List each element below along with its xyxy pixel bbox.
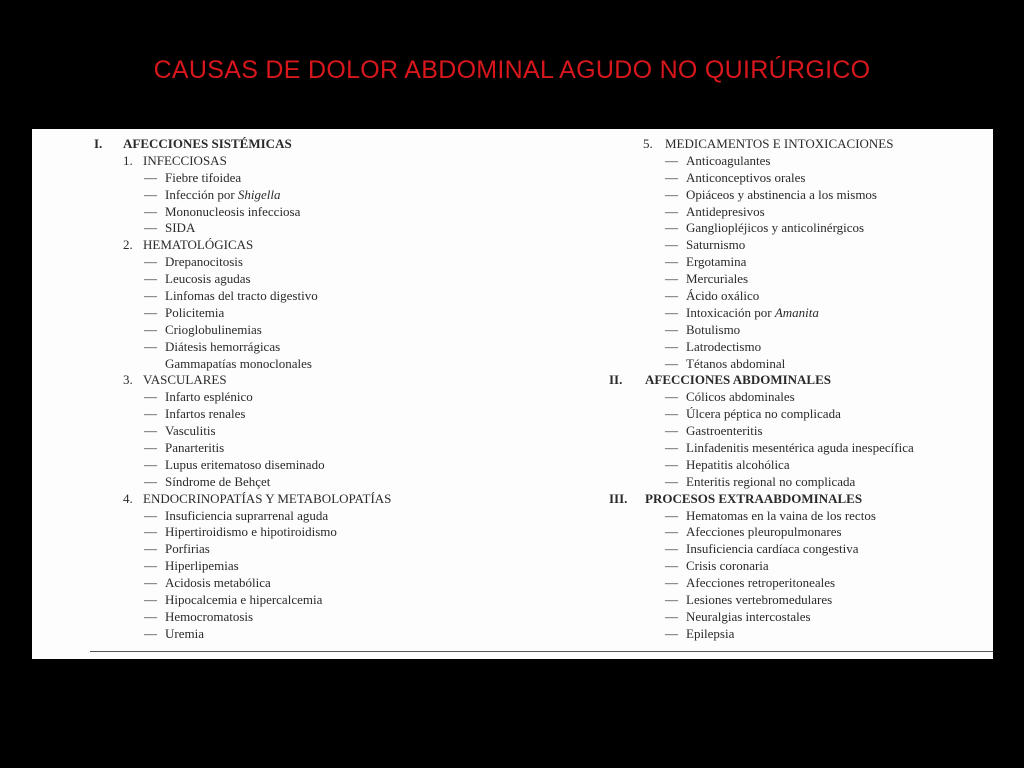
heading-number: 2. xyxy=(123,237,133,253)
dash-marker: — xyxy=(144,625,157,641)
line-text: Panarteritis xyxy=(165,440,225,456)
line-text: Lesiones vertebromedulares xyxy=(686,592,833,608)
list-item xyxy=(94,440,524,457)
list-item xyxy=(609,558,989,575)
section-heading xyxy=(609,372,989,389)
list-item xyxy=(609,153,989,170)
list-item xyxy=(609,339,989,356)
dash-marker: — xyxy=(144,271,157,287)
list-item xyxy=(94,271,524,288)
list-item xyxy=(609,474,989,491)
line-text: Leucosis agudas xyxy=(165,271,251,287)
dash-marker: — xyxy=(665,152,678,168)
list-item xyxy=(94,339,524,356)
dash-marker: — xyxy=(144,169,157,185)
line-text: Porfirias xyxy=(165,541,210,557)
line-text: Epilepsia xyxy=(686,625,735,641)
line-text: Crioglobulinemias xyxy=(165,321,262,337)
list-item xyxy=(94,626,524,643)
dash-marker: — xyxy=(665,423,678,439)
scanned-table xyxy=(32,129,993,659)
list-item xyxy=(94,592,524,609)
line-text: Anticoagulantes xyxy=(686,152,771,168)
dash-marker: — xyxy=(665,338,678,354)
line-text: Linfomas del tracto digestivo xyxy=(165,288,318,304)
dash-marker: — xyxy=(144,456,157,472)
section-heading xyxy=(94,136,524,153)
list-item xyxy=(94,204,524,221)
dash-marker: — xyxy=(144,338,157,354)
italic-term: Shigella xyxy=(237,186,281,202)
list-item xyxy=(609,170,989,187)
dash-marker: — xyxy=(665,558,678,574)
list-item xyxy=(94,305,524,322)
list-item xyxy=(94,541,524,558)
dash-marker: — xyxy=(665,406,678,422)
list-item xyxy=(609,204,989,221)
list-item xyxy=(94,474,524,491)
line-text: Insuficiencia suprarrenal aguda xyxy=(165,507,329,523)
line-text: Intoxicación por xyxy=(686,304,775,320)
dash-marker: — xyxy=(144,186,157,202)
slide-title: CAUSAS DE DOLOR ABDOMINAL AGUDO NO QUIRÚRGICO xyxy=(153,56,871,84)
list-item xyxy=(609,389,989,406)
section-heading xyxy=(609,491,989,508)
heading-number: 3. xyxy=(123,372,133,388)
dash-marker: — xyxy=(144,507,157,523)
list-item xyxy=(94,524,524,541)
bottom-rule xyxy=(90,651,993,652)
line-text: AFECCIONES ABDOMINALES xyxy=(645,372,832,388)
dash-marker: — xyxy=(144,389,157,405)
dash-marker: — xyxy=(144,524,157,540)
line-text: Tétanos abdominal xyxy=(686,355,786,371)
list-item xyxy=(609,575,989,592)
line-text: Uremia xyxy=(165,625,204,641)
list-item xyxy=(609,406,989,423)
list-item xyxy=(609,220,989,237)
dash-marker: — xyxy=(144,220,157,236)
line-text: Hepatitis alcohólica xyxy=(686,456,790,472)
list-item xyxy=(609,524,989,541)
line-text: Úlcera péptica no complicada xyxy=(686,406,841,422)
dash-marker: — xyxy=(144,608,157,624)
line-text: Infección por xyxy=(165,186,238,202)
line-text: Síndrome de Behçet xyxy=(165,473,271,489)
dash-marker: — xyxy=(665,304,678,320)
line-text: Opiáceos y abstinencia a los mismos xyxy=(686,186,877,202)
dash-marker: — xyxy=(144,423,157,439)
dash-marker: — xyxy=(144,541,157,557)
list-item xyxy=(94,288,524,305)
line-text: VASCULARES xyxy=(143,372,227,388)
line-text: Ergotamina xyxy=(686,254,747,270)
list-item xyxy=(94,187,524,204)
line-text: Botulismo xyxy=(686,321,741,337)
line-text: Afecciones retroperitoneales xyxy=(686,575,836,591)
dash-marker: — xyxy=(144,473,157,489)
line-text: Mercuriales xyxy=(686,271,749,287)
line-text: Hemocromatosis xyxy=(165,608,254,624)
line-text: Saturnismo xyxy=(686,237,746,253)
dash-marker: — xyxy=(665,254,678,270)
dash-marker: — xyxy=(665,288,678,304)
line-text: Hematomas en la vaina de los rectos xyxy=(686,507,876,523)
list-item xyxy=(609,626,989,643)
dash-marker: — xyxy=(665,271,678,287)
line-text: AFECCIONES SISTÉMICAS xyxy=(123,136,292,151)
line-text: Enteritis regional no complicada xyxy=(686,473,856,489)
heading-number: 4. xyxy=(123,490,133,506)
line-text: Fiebre tifoidea xyxy=(165,169,242,185)
list-item xyxy=(94,220,524,237)
dash-marker: — xyxy=(665,541,678,557)
list-item xyxy=(94,254,524,271)
line-text: Policitemia xyxy=(165,304,225,320)
line-text: Latrodectismo xyxy=(686,338,762,354)
dash-marker: — xyxy=(665,608,678,624)
dash-marker: — xyxy=(144,406,157,422)
right-column xyxy=(609,136,989,643)
dash-marker: — xyxy=(665,237,678,253)
list-item xyxy=(609,305,989,322)
line-text: Hiperlipemias xyxy=(165,558,239,574)
line-text: ENDOCRINOPATÍAS Y METABOLOPATÍAS xyxy=(143,490,392,506)
list-item xyxy=(609,508,989,525)
line-text: Gangliopléjicos y anticolinérgicos xyxy=(686,220,865,236)
dash-marker: — xyxy=(665,524,678,540)
list-item xyxy=(609,356,989,373)
line-text: Gammapatías monoclonales xyxy=(165,355,312,371)
line-text: Neuralgias intercostales xyxy=(686,608,811,624)
list-item xyxy=(94,389,524,406)
line-text: Gastroenteritis xyxy=(686,423,763,439)
dash-marker: — xyxy=(144,254,157,270)
subsection-heading xyxy=(94,372,524,389)
line-text: PROCESOS EXTRAABDOMINALES xyxy=(645,490,863,506)
dash-marker: — xyxy=(144,592,157,608)
line-text: HEMATOLÓGICAS xyxy=(143,237,254,253)
heading-number: 5. xyxy=(643,136,653,151)
list-item xyxy=(609,423,989,440)
dash-marker: — xyxy=(665,389,678,405)
list-item xyxy=(609,288,989,305)
left-column xyxy=(94,136,524,643)
dash-marker: — xyxy=(144,304,157,320)
subsection-heading xyxy=(94,153,524,170)
dash-marker: — xyxy=(665,440,678,456)
dash-marker: — xyxy=(665,186,678,202)
line-text: INFECCIOSAS xyxy=(143,152,227,168)
list-item xyxy=(609,254,989,271)
line-text: Mononucleosis infecciosa xyxy=(165,203,301,219)
list-item xyxy=(94,457,524,474)
list-item xyxy=(609,322,989,339)
dash-marker: — xyxy=(665,456,678,472)
list-item xyxy=(609,457,989,474)
subsection-heading xyxy=(609,136,989,153)
list-item xyxy=(94,609,524,626)
dash-marker: — xyxy=(665,507,678,523)
line-text: Afecciones pleuropulmonares xyxy=(686,524,842,540)
list-item xyxy=(609,541,989,558)
line-text: Acidosis metabólica xyxy=(165,575,271,591)
subsection-heading xyxy=(94,491,524,508)
list-item xyxy=(94,508,524,525)
line-text: Linfadenitis mesentérica aguda inespecífica xyxy=(686,440,914,456)
list-item xyxy=(94,423,524,440)
dash-marker: — xyxy=(665,169,678,185)
dash-marker: — xyxy=(144,321,157,337)
dash-marker: — xyxy=(144,440,157,456)
line-text: Hipocalcemia e hipercalcemia xyxy=(165,592,323,608)
dash-marker: — xyxy=(144,558,157,574)
line-text: Infarto esplénico xyxy=(165,389,253,405)
dash-marker: — xyxy=(665,203,678,219)
list-item xyxy=(609,609,989,626)
list-item xyxy=(94,406,524,423)
subsection-heading xyxy=(94,237,524,254)
list-item xyxy=(609,440,989,457)
line-text: Insuficiencia cardíaca congestiva xyxy=(686,541,859,557)
line-text: Antidepresivos xyxy=(686,203,765,219)
list-item xyxy=(609,592,989,609)
dash-marker: — xyxy=(665,625,678,641)
line-text: Hipertiroidismo e hipotiroidismo xyxy=(165,524,337,540)
dash-marker: — xyxy=(665,575,678,591)
list-item xyxy=(609,237,989,254)
dash-marker: — xyxy=(144,575,157,591)
list-item xyxy=(609,187,989,204)
line-text: Ácido oxálico xyxy=(686,288,760,304)
line-text: Crisis coronaria xyxy=(686,558,769,574)
line-text: Infartos renales xyxy=(165,406,246,422)
dash-marker: — xyxy=(144,288,157,304)
line-text: Diátesis hemorrágicas xyxy=(165,338,281,354)
list-item xyxy=(94,575,524,592)
dash-marker: — xyxy=(665,220,678,236)
dash-marker: — xyxy=(665,321,678,337)
heading-number: II. xyxy=(609,372,623,388)
list-item xyxy=(94,322,524,339)
dash-marker: — xyxy=(665,592,678,608)
line-text: Vasculitis xyxy=(165,423,216,439)
line-text: Cólicos abdominales xyxy=(686,389,795,405)
line-text: Lupus eritematoso diseminado xyxy=(165,456,325,472)
italic-term: Amanita xyxy=(774,304,819,320)
dash-marker: — xyxy=(144,203,157,219)
list-item xyxy=(94,170,524,187)
line-text: Drepanocitosis xyxy=(165,254,243,270)
list-item xyxy=(94,356,524,373)
line-text: MEDICAMENTOS E INTOXICACIONES xyxy=(665,136,894,151)
dash-marker: — xyxy=(665,473,678,489)
list-item xyxy=(94,558,524,575)
heading-number: III. xyxy=(609,490,628,506)
dash-marker: — xyxy=(665,355,678,371)
line-text: SIDA xyxy=(165,220,196,236)
list-item xyxy=(609,271,989,288)
heading-number: 1. xyxy=(123,152,133,168)
heading-number: I. xyxy=(94,136,103,151)
line-text: Anticonceptivos orales xyxy=(686,169,806,185)
